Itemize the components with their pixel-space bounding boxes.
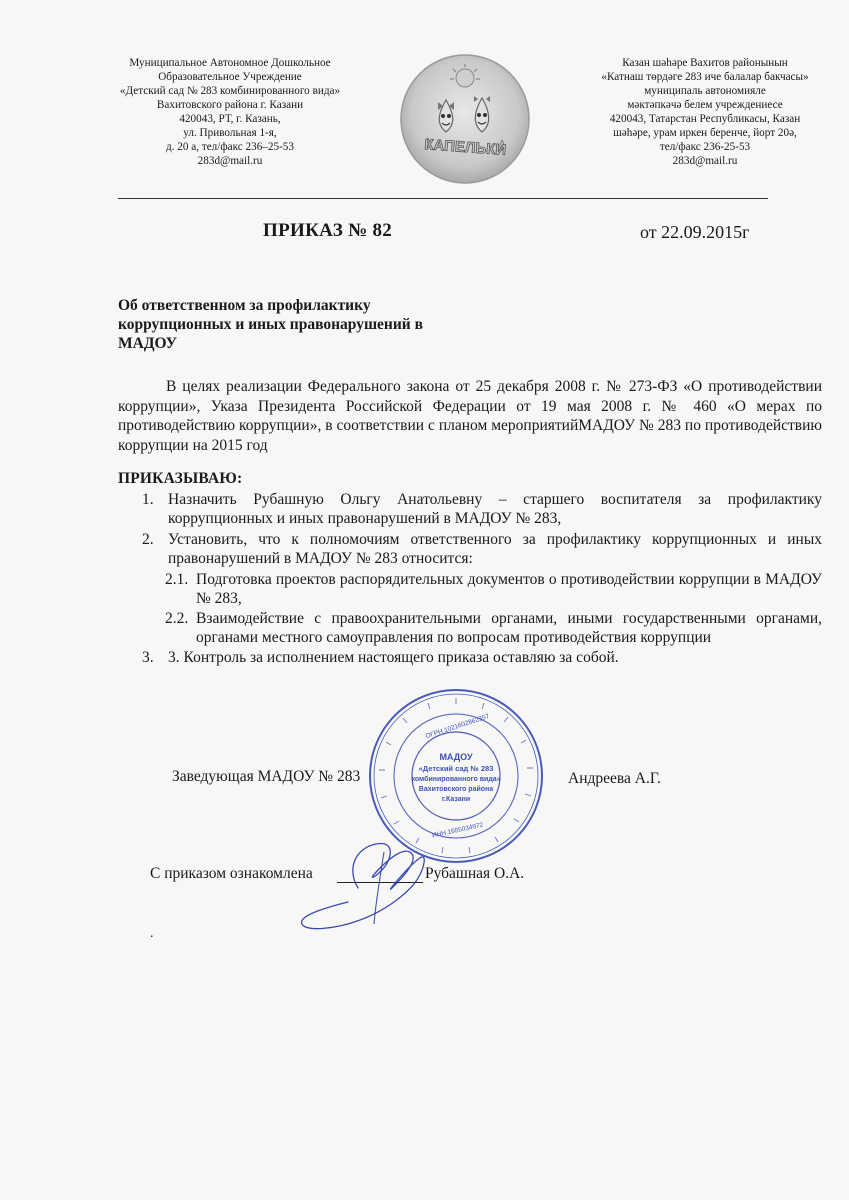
stamp-line: г.Казани [441,796,471,803]
item-text: Назначить Рубашную Ольгу Анатольевну – старшего воспитателя за профилактику коррупционных и иных правонарушений в МАДОУ № 283, [168,491,822,527]
stamp-line: Вахитовского района [418,786,494,793]
header-left-line: Образовательное Учреждение [158,71,302,83]
kindergarten-logo [398,52,532,186]
header-right-line: 283d@mail.ru [672,155,738,167]
trailing-dot: . [150,926,154,941]
order-subitem [118,609,822,647]
order-item [118,490,822,528]
acknowledgement-name: Рубашная О.А. [425,865,525,882]
order-subject [118,296,458,353]
header-left-line: 420043, РТ, г. Казань, [179,113,281,125]
header-right-line: муниципаль автономияле [644,85,766,97]
header-left-line: Муниципальное Автономное Дошкольное [129,57,331,69]
header-right-line: 420043, Татарстан Республикасы, Казан [609,113,801,125]
logo-text: КАПЕЛЬКИ [423,136,507,159]
signatory-name: Андреева А.Г. [568,770,661,787]
header-right-line: шәһәре, урам иркен беренче, йорт 20ә, [613,127,797,139]
decree-heading: ПРИКАЗЫВАЮ: [118,470,243,487]
stamp-line: МАДОУ [439,752,473,762]
acknowledgement-label: С приказом ознакомлена [150,865,313,882]
stamp-line: «Детский сад № 283 [418,764,494,773]
subject-line: Об ответственном за профилактику [118,297,371,314]
subitem-number: 2.2. [165,610,189,627]
item-text: Установить, что к полномочиям ответственного за профилактику коррупционных и иных правонарушений в МАДОУ № 283 относится: [168,531,822,567]
subitem-text: Подготовка проектов распорядительных документов о противодействии коррупции в МАДОУ № 283, [196,571,822,607]
header-left [110,56,350,168]
header-right-line: Казан шәһәре Вахитов районынын [622,57,788,69]
header-left-line: д. 20 а, тел/факс 236–25-53 [166,141,294,153]
handwritten-signature [296,828,456,938]
stamp-inn: ИНН 1655034972 [431,821,484,840]
header-divider [118,198,768,199]
order-item [118,648,822,667]
subject-line: МАДОУ [118,335,178,352]
subject-line: коррупционных и иных правонарушений в [118,316,423,333]
header-right-line: мәктәпкәчә белем учреждениесе [627,99,783,111]
header-left-line: 283d@mail.ru [197,155,263,167]
order-title: ПРИКАЗ № 82 [263,220,393,241]
order-subitem [118,570,822,608]
header-right [585,56,825,168]
item-number: 1. [142,491,154,508]
order-items [118,490,822,669]
item-number: 2. [142,531,154,548]
subitem-text: Взаимодействие с правоохранительными органами, иными государственными органами, органами местного самоуправления по вопросам противодействия коррупции [196,610,822,646]
preamble-paragraph: В целях реализации Федерального закона от 25 декабря 2008 г. № 273-ФЗ «О противодействии коррупции», Указа Президента Российской Федерации от 19 мая 2008 г. № 460 «О мерах по противодействию коррупции», в соответствии с планом мероприятийМАДОУ № 283 по противодействию коррупции на 2015 год [118,378,822,454]
stamp-ogrn: ОГРН 1021602862357 [424,712,491,741]
signatory-position: Заведующая МАДОУ № 283 [172,768,361,785]
item-number: 3. [142,649,154,666]
header-left-line: ул. Привольная 1-я, [183,127,277,139]
subitem-number: 2.1. [165,571,189,588]
header-left-line: «Детский сад № 283 комбинированного вида» [119,85,341,97]
header-right-line: «Катнаш төрдәге 283 иче балалар бакчасы» [601,71,809,83]
item-text: 3. Контроль за исполнением настоящего приказа оставляю за собой. [168,649,619,666]
order-item [118,530,822,568]
stamp-line: комбинированного вида» [411,776,501,783]
header-right-line: тел/факс 236-25-53 [659,141,751,153]
header-left-line: Вахитовского района г. Казани [156,99,304,111]
order-date: от 22.09.2015г [640,222,750,242]
